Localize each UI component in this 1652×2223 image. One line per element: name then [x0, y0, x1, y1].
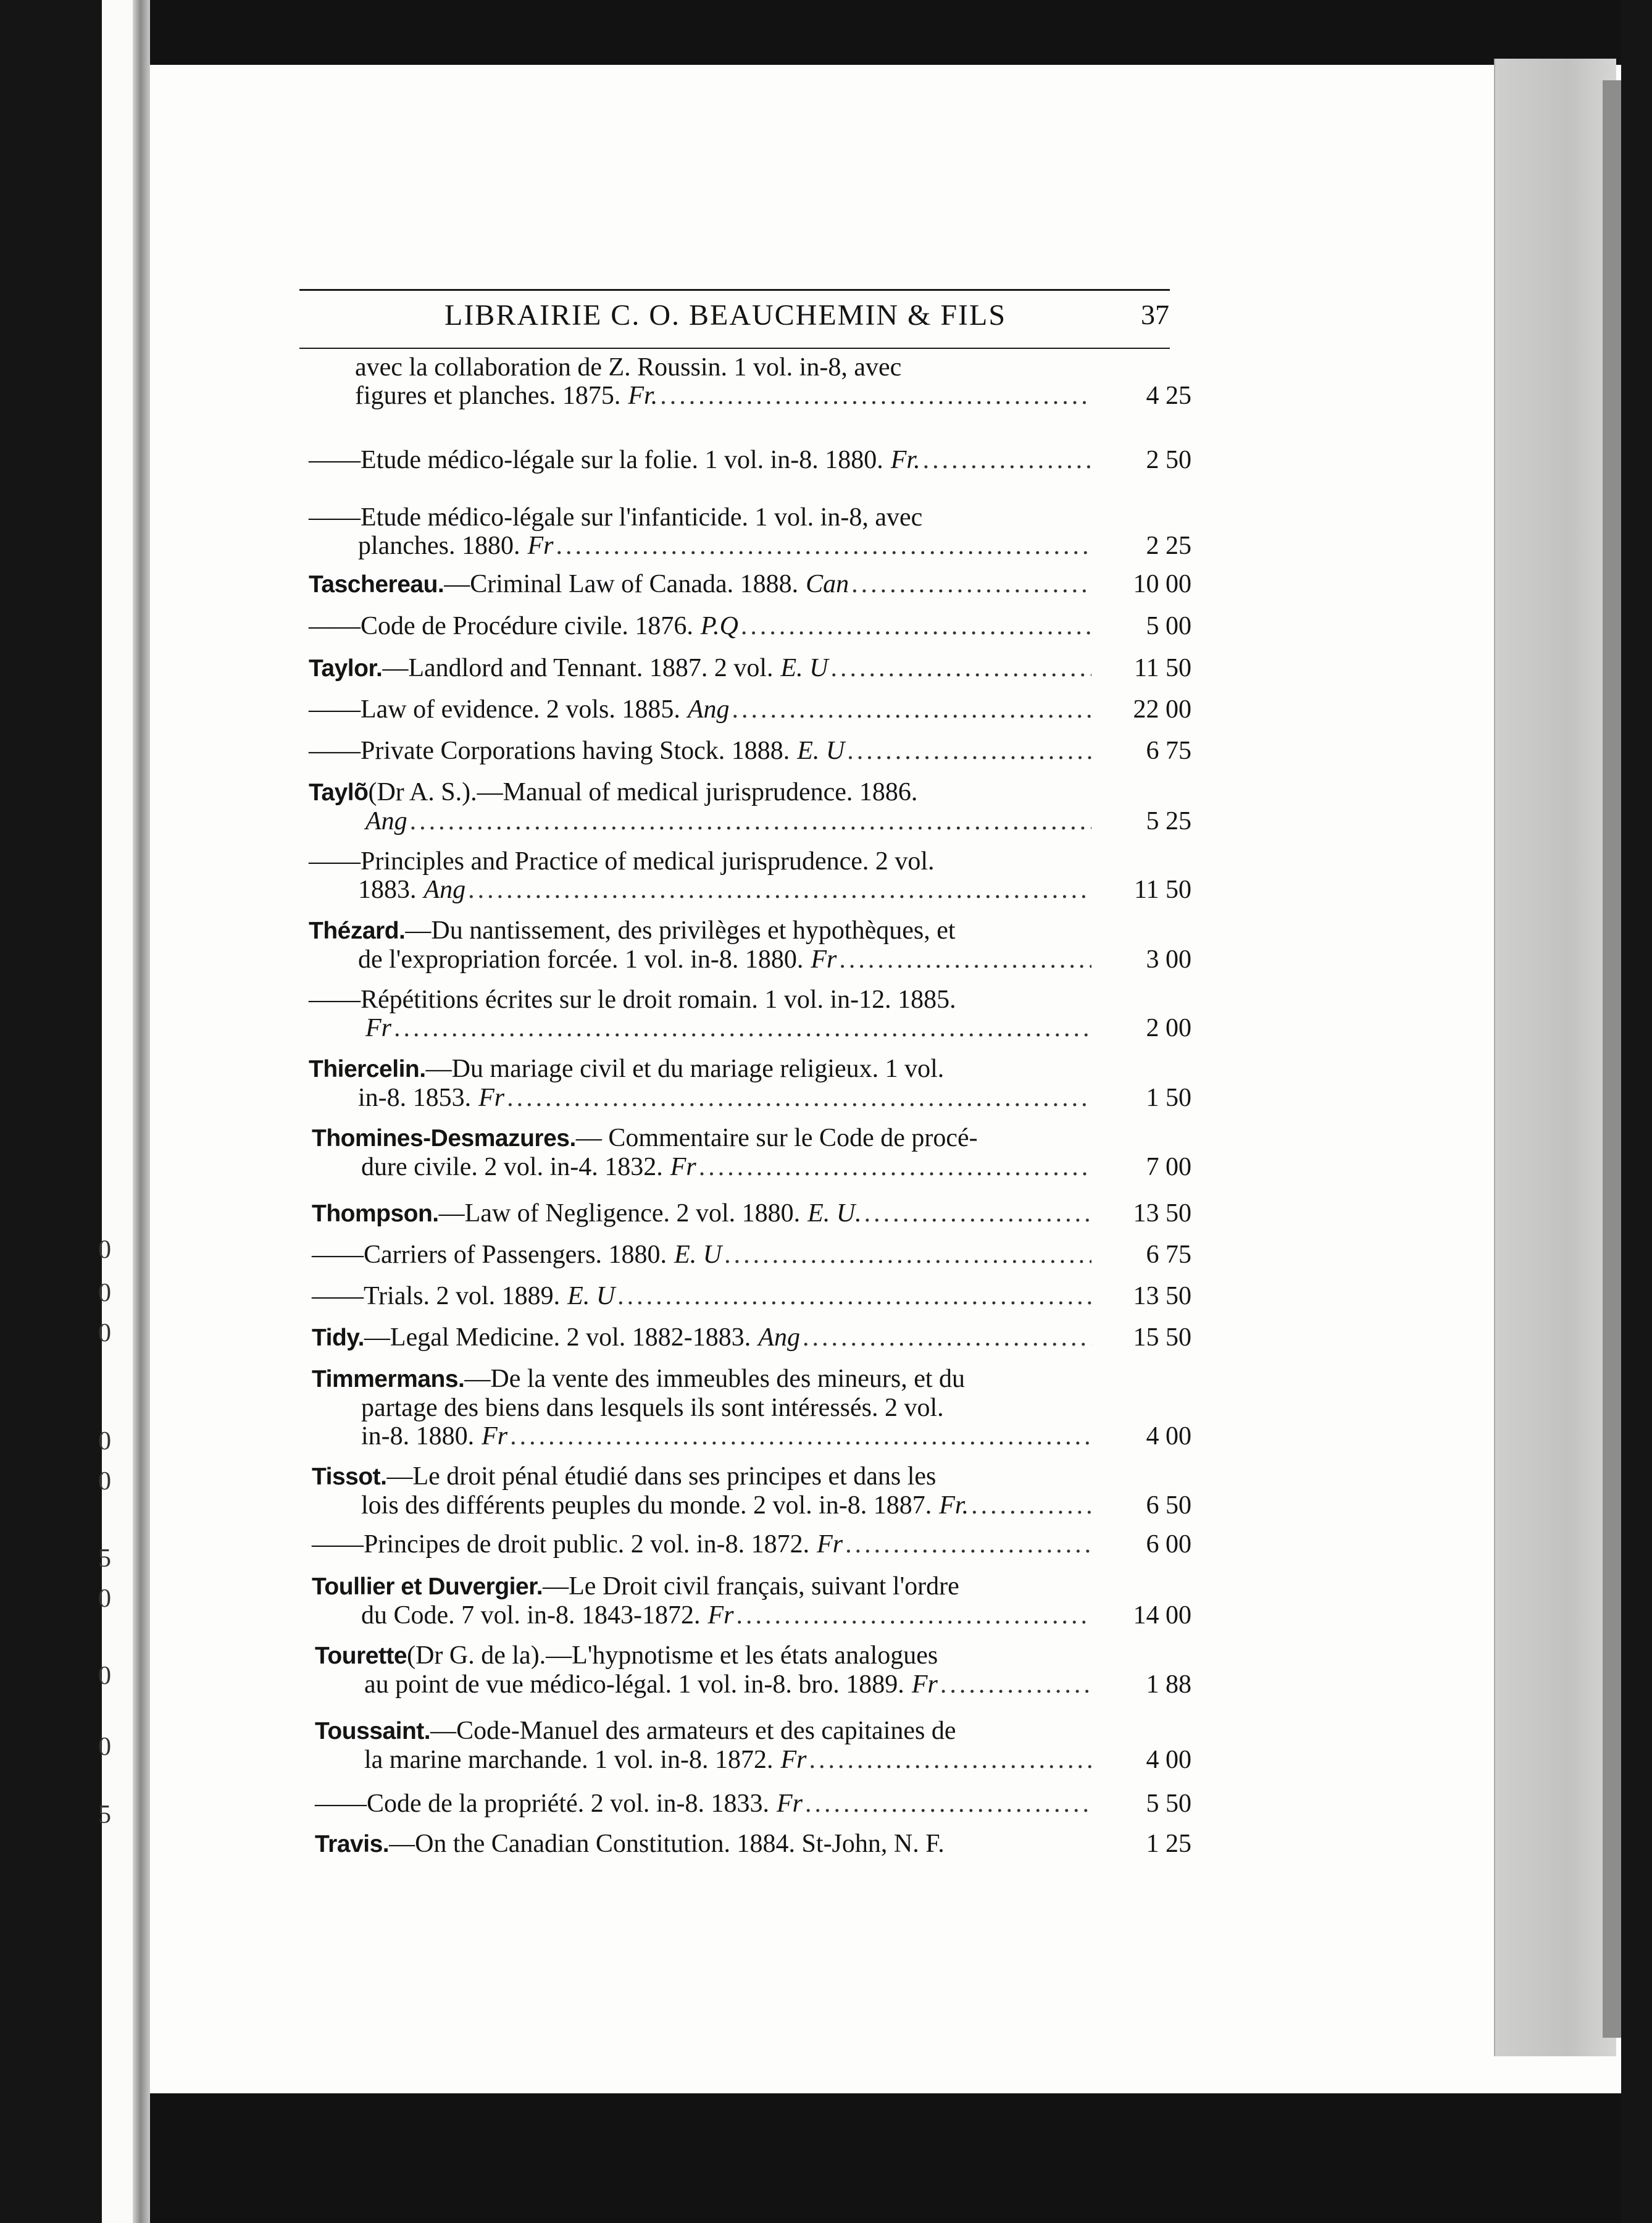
jurisdiction: Fr: [670, 1153, 696, 1181]
entry-line: [309, 1014, 1191, 1042]
entry-text: —Du nantissement, des privilèges et hypothèques, et: [405, 916, 956, 945]
entry-text: 1883.: [358, 876, 417, 904]
margin-fragment: 0: [98, 1467, 111, 1496]
entry-text: Private Corporations having Stock. 1888.: [361, 737, 790, 765]
leader-dots: [660, 382, 1091, 410]
jurisdiction: E. U: [797, 737, 845, 765]
leader-dots: [741, 612, 1091, 640]
entry-line: [312, 1394, 1191, 1422]
entry-line: [309, 916, 1191, 945]
entry-line: [315, 1790, 1191, 1818]
entry-line: [312, 1241, 1191, 1269]
margin-fragment: 0: [98, 1279, 111, 1307]
entry-line: [309, 986, 1191, 1014]
price: 10 00: [1133, 570, 1191, 598]
leader-dots: [971, 1491, 1091, 1520]
catalogue-entry: [309, 986, 1191, 1042]
leader-dots: [732, 695, 1091, 724]
author-name: Toullier et Duvergier.: [312, 1573, 543, 1600]
entry-line: [312, 1282, 1191, 1310]
entry-dash: ——: [312, 1282, 364, 1310]
catalogue-entry: [309, 446, 1191, 474]
jurisdiction: Ang: [687, 695, 730, 724]
jurisdiction: E. U: [567, 1282, 615, 1310]
entry-line: [309, 532, 1191, 560]
jurisdiction: Fr.: [628, 382, 658, 410]
catalogue-entry: [309, 916, 1191, 974]
jurisdiction: Fr.: [890, 446, 920, 474]
leader-dots: [864, 1199, 1091, 1228]
entry-text: —Du mariage civil et du mariage religieux. 1 vol.: [425, 1055, 945, 1083]
catalogue-entry: [309, 654, 1191, 683]
entry-dash: ——: [315, 1790, 367, 1818]
leader-dots: [699, 1153, 1091, 1181]
price: 11 50: [1134, 654, 1191, 682]
entry-line: [315, 1830, 1191, 1859]
jurisdiction: Fr: [707, 1601, 734, 1630]
entry-line: [309, 737, 1191, 765]
entry-dash: ——: [312, 1241, 364, 1269]
entry-line: [312, 1601, 1191, 1630]
entry-line: [315, 1746, 1191, 1774]
jurisdiction: E. U: [780, 654, 828, 682]
jurisdiction: Ang: [365, 807, 407, 835]
price: 1 88: [1146, 1670, 1191, 1699]
entry-text: au point de vue médico-légal. 1 vol. in-8. bro. 1889.: [364, 1670, 904, 1699]
entry-text: —Le droit pénal étudié dans ses principes et dans les: [386, 1462, 937, 1491]
jurisdiction: Ang: [423, 876, 466, 904]
margin-fragment: 0: [98, 1427, 111, 1455]
author-name: Taschereau.: [309, 571, 444, 598]
jurisdiction: Fr: [911, 1670, 938, 1699]
price: 6 75: [1146, 737, 1191, 765]
author-name: Thompson.: [312, 1200, 439, 1227]
catalogue-entry: [309, 778, 1191, 835]
entry-text: —Le Droit civil français, suivant l'ordre: [543, 1572, 959, 1601]
entry-line: [309, 847, 1191, 876]
leader-dots: [556, 532, 1091, 560]
leader-dots: [394, 1014, 1091, 1042]
jurisdiction: Fr.: [939, 1491, 969, 1520]
entry-line: [309, 876, 1191, 904]
entry-line: [312, 1491, 1191, 1520]
catalogue-entry: [312, 1572, 1191, 1630]
catalogue-entry: [312, 1124, 1191, 1181]
entry-text: Etude médico-légale sur l'infanticide. 1 vol. in-8, avec: [361, 503, 923, 532]
catalogue-entry: [312, 1199, 1191, 1228]
author-name: Taylõ: [309, 779, 369, 806]
entry-text: Code de Procédure civile. 1876.: [361, 612, 693, 640]
leader-dots: [507, 1084, 1091, 1112]
margin-fragment: 5: [98, 1544, 111, 1573]
entry-line: [355, 353, 1191, 382]
entry-line: [312, 1422, 1191, 1451]
catalogue-entry: [312, 1530, 1191, 1559]
jurisdiction: Fr: [817, 1530, 843, 1559]
entry-text: Carriers of Passengers. 1880.: [364, 1241, 667, 1269]
entry-dash: ——: [309, 612, 361, 640]
entry-line: [312, 1153, 1191, 1181]
leader-dots: [809, 1746, 1091, 1774]
author-name: Toussaint.: [315, 1718, 431, 1744]
jurisdiction: Fr: [478, 1084, 505, 1112]
author-name: Thomines-Desmazures.: [312, 1125, 576, 1152]
catalogue-entry: [355, 353, 1191, 410]
entry-dash: ——: [309, 847, 361, 876]
entry-line: [309, 695, 1191, 724]
catalogue-entry: [315, 1790, 1191, 1818]
jurisdiction: E. U: [674, 1241, 722, 1269]
entry-line: [312, 1365, 1191, 1394]
price: 4 00: [1146, 1422, 1191, 1451]
author-name: Thiercelin.: [309, 1056, 426, 1082]
leader-dots: [847, 737, 1091, 765]
entry-line: [315, 1717, 1191, 1746]
entry-line: [309, 570, 1191, 599]
price: 6 50: [1146, 1491, 1191, 1520]
catalogue-entry: [312, 1323, 1191, 1352]
catalogue-entry: [315, 1641, 1191, 1699]
leader-dots: [803, 1323, 1091, 1352]
catalogue-entry: [309, 847, 1191, 904]
entry-text: Répétitions écrites sur le droit romain. 1 vol. in-12. 1885.: [361, 986, 956, 1014]
entry-dash: ——: [309, 446, 361, 474]
author-name: Tidy.: [312, 1325, 364, 1351]
entry-line: [309, 945, 1191, 974]
jurisdiction: Fr: [482, 1422, 508, 1451]
price: 5 00: [1146, 612, 1191, 640]
margin-fragment: 5: [98, 1801, 111, 1829]
author-name: Thézard.: [309, 918, 406, 944]
leader-dots: [940, 1670, 1091, 1699]
entry-line: [309, 612, 1191, 640]
entry-line: [309, 446, 1191, 474]
margin-fragment: 0: [98, 1236, 111, 1264]
catalogue-entry: [315, 1717, 1191, 1774]
entry-line: [312, 1462, 1191, 1491]
leader-dots: [617, 1282, 1091, 1310]
entry-text: —On the Canadian Constitution. 1884. St-John, N. F.: [389, 1830, 945, 1858]
entry-text: —Legal Medicine. 2 vol. 1882-1883.: [364, 1323, 751, 1352]
price: 1 50: [1146, 1084, 1191, 1112]
author-name: Tissot.: [312, 1463, 387, 1490]
entry-line: [312, 1323, 1191, 1352]
catalogue-entry: [312, 1462, 1191, 1520]
catalogue-entry: [309, 503, 1191, 560]
catalogue-entry: [312, 1282, 1191, 1310]
entry-text: Principles and Practice of medical jurisprudence. 2 vol.: [361, 847, 935, 876]
entry-line: [309, 778, 1191, 807]
leader-dots: [736, 1601, 1091, 1630]
entry-text: Trials. 2 vol. 1889.: [364, 1282, 561, 1310]
jurisdiction: E. U.: [807, 1199, 862, 1228]
entry-text: dure civile. 2 vol. in-4. 1832.: [361, 1153, 663, 1181]
jurisdiction: Fr: [780, 1746, 807, 1774]
entry-dash: ——: [309, 503, 361, 532]
entry-dash: ——: [309, 695, 361, 724]
entry-line: [312, 1124, 1191, 1153]
price: 6 75: [1146, 1241, 1191, 1269]
entry-text: avec la collaboration de Z. Roussin. 1 vol. in-8, avec: [355, 353, 902, 382]
entry-line: [309, 1055, 1191, 1084]
entry-line: [312, 1572, 1191, 1601]
leader-dots: [468, 876, 1091, 904]
catalogue-entry: [309, 1055, 1191, 1112]
price: 13 50: [1133, 1199, 1191, 1228]
entry-line: [355, 382, 1191, 410]
price: 2 50: [1146, 446, 1191, 474]
entry-text: Principes de droit public. 2 vol. in-8. 1872.: [364, 1530, 810, 1559]
entry-line: [309, 807, 1191, 835]
author-name: Travis.: [315, 1831, 390, 1857]
leader-dots: [839, 945, 1091, 974]
jurisdiction: Fr: [777, 1790, 803, 1818]
entry-line: [309, 654, 1191, 683]
entry-line: [309, 503, 1191, 532]
catalogue-entry: [309, 612, 1191, 640]
entry-text: figures et planches. 1875.: [355, 382, 621, 410]
entry-text: Law of evidence. 2 vols. 1885.: [361, 695, 680, 724]
catalogue-entry: [309, 695, 1191, 724]
jurisdiction: Fr: [527, 532, 554, 560]
entry-text: —Landlord and Tennant. 1887. 2 vol.: [382, 654, 774, 682]
entry-text: (Dr A. S.).—Manual of medical jurisprudence. 1886.: [368, 778, 918, 806]
entry-dash: ——: [309, 737, 361, 765]
entry-text: de l'expropriation forcée. 1 vol. in-8. 1880.: [358, 945, 804, 974]
entry-text: —Law of Negligence. 2 vol. 1880.: [438, 1199, 801, 1228]
entry-dash: ——: [309, 986, 361, 1014]
catalogue-entry: [312, 1365, 1191, 1451]
price: 22 00: [1133, 695, 1191, 724]
price: 13 50: [1133, 1282, 1191, 1310]
page-number: 37: [1141, 299, 1169, 330]
jurisdiction: Fr: [365, 1014, 391, 1042]
entry-text: Etude médico-légale sur la folie. 1 vol. in-8. 1880.: [361, 446, 883, 474]
price: 2 25: [1146, 532, 1191, 560]
catalogue-entry: [312, 1241, 1191, 1269]
entry-line: [312, 1199, 1191, 1228]
price: 1 25: [1146, 1830, 1191, 1858]
entry-text: in-8. 1853.: [358, 1084, 472, 1112]
entry-dash: ——: [312, 1530, 364, 1559]
leader-dots: [410, 807, 1091, 835]
entry-text: du Code. 7 vol. in-8. 1843-1872.: [361, 1601, 701, 1630]
author-name: Taylor.: [309, 655, 383, 682]
price: 2 00: [1146, 1014, 1191, 1042]
price: 6 00: [1146, 1530, 1191, 1559]
running-header: LIBRAIRIE C. O. BEAUCHEMIN & FILS: [444, 299, 1007, 332]
entry-text: (Dr G. de la).—L'hypnotisme et les états analogues: [407, 1641, 938, 1670]
leader-dots: [845, 1530, 1091, 1559]
leader-dots: [923, 446, 1091, 474]
price: 11 50: [1134, 876, 1191, 904]
price: 4 25: [1146, 382, 1191, 410]
entry-text: lois des différents peuples du monde. 2 vol. in-8. 1887.: [361, 1491, 932, 1520]
author-name: Timmermans.: [312, 1366, 465, 1392]
catalogue-entry: [315, 1830, 1191, 1859]
entry-text: la marine marchande. 1 vol. in-8. 1872.: [364, 1746, 774, 1774]
jurisdiction: Fr: [811, 945, 837, 974]
margin-fragment: 0: [98, 1585, 111, 1613]
entry-line: [312, 1530, 1191, 1559]
price: 15 50: [1133, 1323, 1191, 1352]
price: 5 25: [1146, 807, 1191, 835]
margin-fragment: 0: [98, 1733, 111, 1761]
entry-text: Code de la propriété. 2 vol. in-8. 1833.: [367, 1790, 770, 1818]
entry-text: — Commentaire sur le Code de procé-: [575, 1124, 978, 1152]
entry-line: [315, 1641, 1191, 1670]
leader-dots: [510, 1422, 1091, 1451]
entry-text: —Code-Manuel des armateurs et des capitaines de: [430, 1717, 956, 1745]
price: 14 00: [1133, 1601, 1191, 1630]
jurisdiction: Can: [806, 570, 849, 598]
price: 5 50: [1146, 1790, 1191, 1818]
leader-dots: [851, 570, 1091, 598]
price: 4 00: [1146, 1746, 1191, 1774]
leader-dots: [805, 1790, 1091, 1818]
catalogue-entry: [309, 737, 1191, 765]
margin-fragment: 0: [98, 1319, 111, 1347]
margin-fragment: 0: [98, 1662, 111, 1690]
entry-text: in-8. 1880.: [361, 1422, 475, 1451]
jurisdiction: P.Q: [700, 612, 738, 640]
author-name: Tourette: [315, 1643, 407, 1669]
catalogue-entry: [309, 570, 1191, 599]
entry-text: —De la vente des immeubles des mineurs, et du: [464, 1365, 966, 1393]
entry-text: planches. 1880.: [358, 532, 520, 560]
price: 7 00: [1146, 1153, 1191, 1181]
jurisdiction: Ang: [758, 1323, 800, 1352]
entry-text: —Criminal Law of Canada. 1888.: [444, 570, 799, 598]
leader-dots: [724, 1241, 1091, 1269]
price: 3 00: [1146, 945, 1191, 974]
leader-dots: [831, 654, 1091, 682]
entry-line: [315, 1670, 1191, 1699]
entry-line: [309, 1084, 1191, 1112]
entry-text: partage des biens dans lesquels ils sont intéressés. 2 vol.: [361, 1394, 944, 1422]
